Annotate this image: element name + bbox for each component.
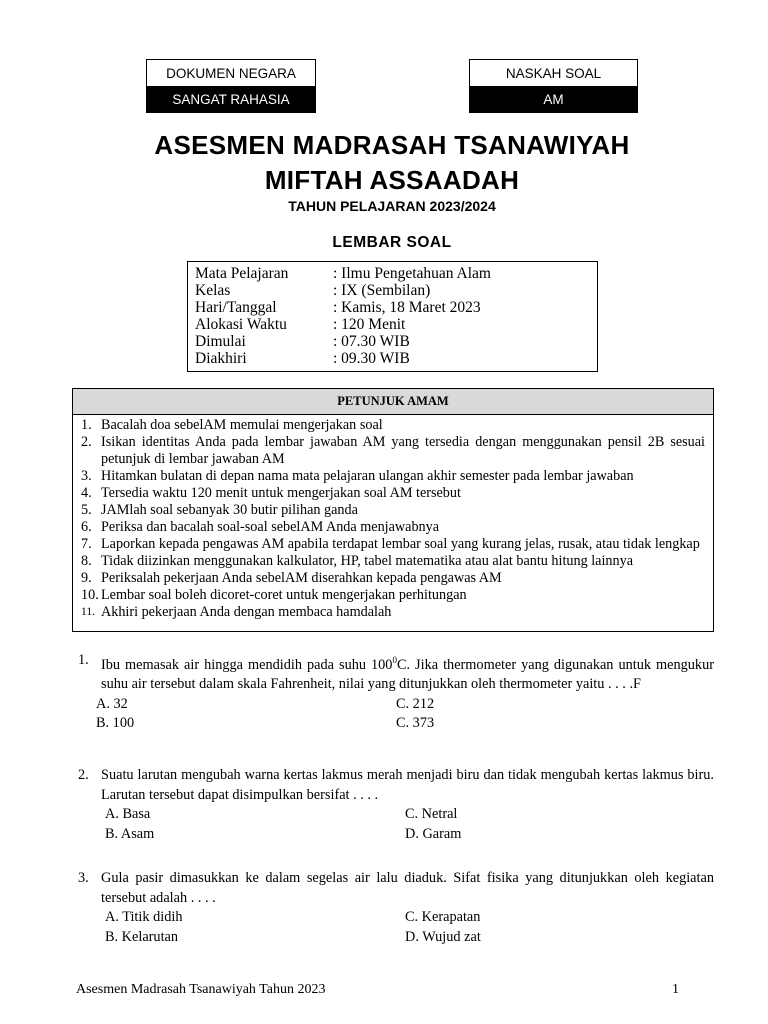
item-text: JAMlah soal sebanyak 30 butir pilihan ganda [101, 502, 358, 518]
info-row [195, 282, 597, 299]
item-number: 4. [81, 485, 92, 501]
item-text: Tidak diizinkan menggunakan kalkulator, HP, tabel matematika atau alat bantu hitung lainnya [101, 553, 633, 569]
info-value: : 07.30 WIB [333, 333, 410, 350]
list-item [81, 519, 705, 536]
answer-option[interactable]: B. Kelarutan [105, 928, 179, 945]
item-number: 7. [81, 536, 92, 552]
superscript: 0 [392, 655, 397, 665]
info-label: Mata Pelajaran [195, 265, 289, 282]
item-number: 5. [81, 502, 92, 518]
info-row [195, 316, 597, 333]
item-number: 1. [81, 417, 92, 433]
secrecy-label: SANGAT RAHASIA [147, 86, 315, 112]
info-row [195, 350, 597, 367]
question-number: 1. [78, 652, 89, 668]
item-number: 10. [81, 587, 99, 603]
academic-year: TAHUN PELAJARAN 2023/2024 [288, 198, 496, 214]
list-item [81, 485, 705, 502]
answer-option[interactable]: B. Asam [105, 825, 155, 842]
list-item [81, 570, 705, 587]
exam-code: AM [470, 86, 637, 112]
info-label: Diakhiri [195, 350, 247, 367]
answer-option[interactable]: A. Titik didih [105, 909, 183, 925]
info-label: Hari/Tanggal [195, 299, 277, 316]
sheet-title: LEMBAR SOAL [332, 234, 452, 251]
info-value: : Kamis, 18 Maret 2023 [333, 299, 481, 316]
item-text: Tersedia waktu 120 menit untuk mengerjakan soal AM tersebut [101, 485, 461, 501]
answer-option[interactable]: C. Netral [405, 806, 458, 822]
item-number: 8. [81, 553, 92, 569]
list-item [81, 536, 705, 553]
school-title-line1: ASESMEN MADRASAH TSANAWIYAH [154, 130, 630, 160]
question-text-part: C. Jika thermometer yang digunakan untuk mengukur suhu air tersebut dalam skala Fahrenheit, nilai yang ditunjukkan oleh thermometer yaitu . . . .F [101, 656, 714, 693]
answer-option[interactable]: D. Garam [405, 825, 462, 842]
exam-code-box [469, 59, 638, 113]
info-label: Dimulai [195, 333, 246, 350]
instructions-box [72, 388, 714, 632]
item-number: 2. [81, 434, 92, 450]
list-item [81, 434, 705, 468]
answer-option[interactable]: C. Kerapatan [405, 909, 481, 925]
school-title-line2: MIFTAH ASSAADAH [264, 165, 520, 195]
exam-info-box [187, 261, 598, 372]
list-item [81, 417, 705, 434]
answer-options [105, 805, 714, 844]
instructions-list [73, 415, 713, 621]
item-text: Periksa dan bacalah soal-soal sebelAM Anda menjawabnya [101, 519, 440, 535]
question-number: 3. [78, 870, 89, 886]
document-type-label: DOKUMEN NEGARA [166, 65, 296, 81]
question-2 [78, 766, 714, 844]
answer-options [96, 695, 714, 734]
item-text: Laporkan kepada pengawas AM apabila terdapat lembar soal yang kurang jelas, rusak, atau tidak lengkap [101, 536, 700, 552]
footer-text: Asesmen Madrasah Tsanawiyah Tahun 2023 [76, 982, 326, 997]
script-label: NASKAH SOAL [505, 65, 602, 81]
info-value: : 120 Menit [333, 316, 406, 333]
list-item [81, 587, 705, 604]
question-3 [78, 869, 714, 947]
item-number: 6. [81, 519, 92, 535]
item-text: Isikan identitas Anda pada lembar jawaban AM yang tersedia dengan menggunakan pensil 2B sesuai petunjuk di lembar jawaban AM [101, 434, 705, 467]
list-item [81, 553, 705, 570]
info-label: Alokasi Waktu [195, 316, 287, 333]
document-classification-box [146, 59, 316, 113]
answer-option[interactable]: C. 373 [396, 715, 435, 732]
question-text [101, 651, 714, 695]
list-item [81, 604, 705, 621]
question-text: Suatu larutan mengubah warna kertas lakmus merah menjadi biru dan tidak mengubah kertas lakmus biru. Larutan tersebut dapat disimpulkan bersifat . . . . [101, 767, 714, 803]
item-number: 11. [81, 606, 95, 618]
list-item [81, 468, 705, 485]
item-text: Periksalah pekerjaan Anda sebelAM diserahkan kepada pengawas AM [101, 570, 502, 586]
list-item [81, 502, 705, 519]
info-row [195, 265, 597, 282]
item-text: Hitamkan bulatan di depan nama mata pelajaran ulangan akhir semester pada lembar jawaban [101, 468, 634, 484]
answer-option[interactable]: A. 32 [96, 695, 128, 712]
answer-option[interactable]: B. 100 [96, 715, 135, 732]
item-text: Bacalah doa sebelAM memulai mengerjakan soal [101, 417, 383, 433]
item-number: 9. [81, 570, 92, 586]
answer-option[interactable]: C. 212 [396, 695, 435, 712]
info-value: : 09.30 WIB [333, 350, 410, 367]
info-row [195, 333, 597, 350]
page-number: 1 [672, 982, 679, 997]
answer-option[interactable]: D. Wujud zat [405, 928, 481, 945]
question-text: Gula pasir dimasukkan ke dalam segelas air lalu diaduk. Sifat fisika yang ditunjukkan oleh kegiatan tersebut adalah . . . . [101, 870, 714, 906]
info-value: : Ilmu Pengetahuan Alam [333, 265, 491, 282]
answer-options [105, 908, 714, 947]
info-value: : IX (Sembilan) [333, 282, 431, 299]
item-text: Akhiri pekerjaan Anda dengan membaca hamdalah [101, 604, 392, 620]
item-text: Lembar soal boleh dicoret-coret untuk mengerjakan perhitungan [101, 587, 467, 603]
answer-option[interactable]: A. Basa [105, 806, 151, 822]
info-label: Kelas [195, 282, 231, 299]
info-row [195, 299, 597, 316]
item-number: 3. [81, 468, 92, 484]
question-number: 2. [78, 767, 89, 783]
question-1 [78, 651, 714, 734]
question-text-part: Ibu memasak air hingga mendidih pada suhu 100 [101, 656, 393, 673]
instructions-heading: PETUNJUK AMAM [73, 389, 713, 415]
